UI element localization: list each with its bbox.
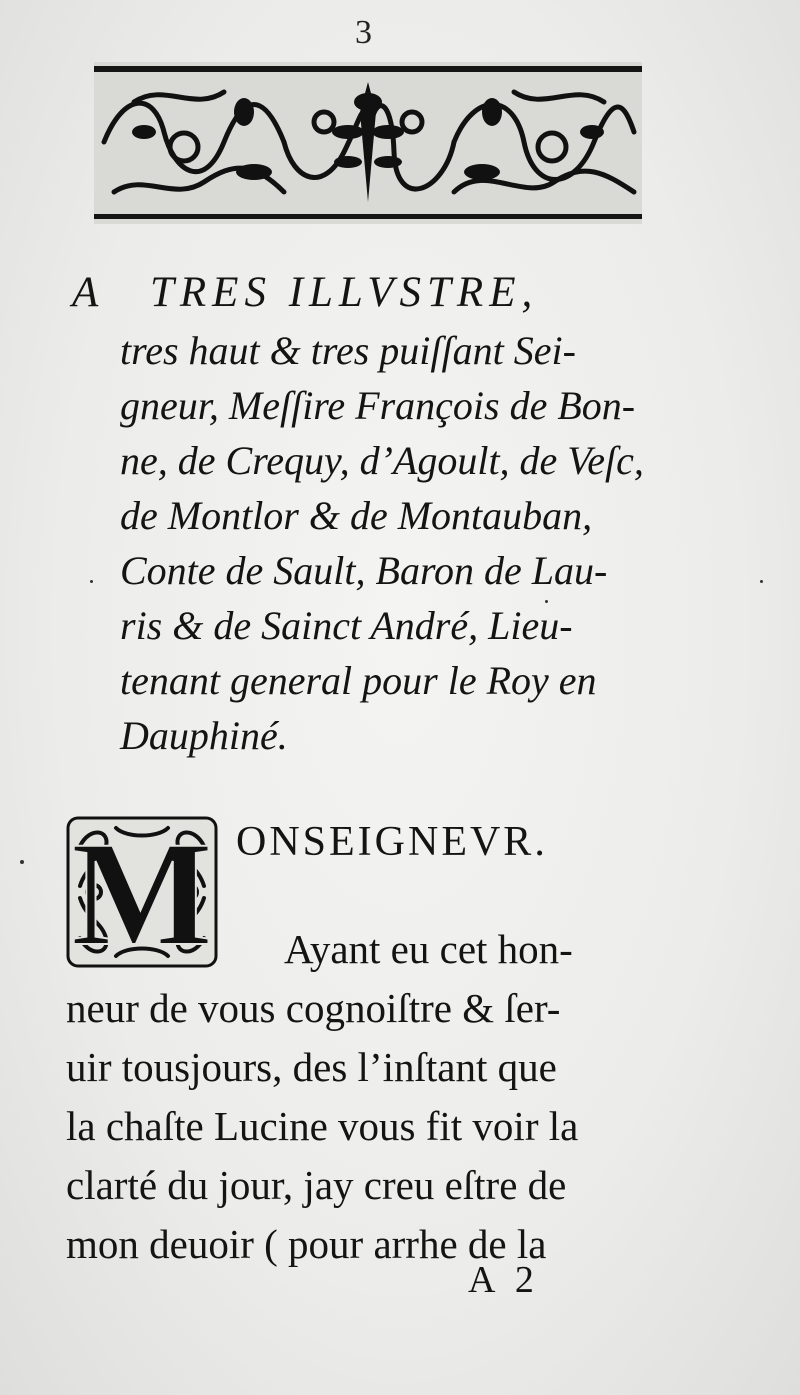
body-line: uir tousjours, des l’inſtant que: [66, 1044, 557, 1090]
dropcap-letter: M: [71, 816, 213, 968]
body-line: la chaſte Lucine vous fit voir la: [66, 1103, 579, 1149]
dedication-block: [72, 268, 672, 763]
body-line: Ayant eu cet hon-: [284, 926, 573, 972]
salutation-text: ONSEIGNEVR.: [236, 819, 548, 865]
dedication-line: de Montlor & de Montauban,: [120, 493, 593, 538]
ink-speck: [760, 580, 763, 583]
dedication-line: tenant general pour le Roy en: [120, 658, 597, 703]
ink-speck: [20, 860, 24, 864]
letter-body: [66, 920, 666, 1274]
dedication-line: tres haut & tres puiſſant Sei-: [120, 328, 576, 373]
ink-speck: [545, 600, 548, 603]
dedication-heading-text: TRES ILLVSTRE,: [150, 269, 539, 316]
body-line: neur de vous cognoiſtre & ſer-: [66, 985, 561, 1031]
ornamental-headpiece-icon: [94, 62, 642, 224]
dedication-heading: [72, 268, 672, 317]
dedication-line: ne, de Crequy, d’Agoult, de Veſc,: [120, 438, 644, 483]
page-number: 3: [355, 14, 372, 51]
body-line: clarté du jour, jay creu eſtre de: [66, 1162, 567, 1208]
dedication-line: Dauphiné.: [120, 713, 288, 758]
dedication-initial: A: [72, 269, 105, 316]
dedication-line: ris & de Sainct André, Lieu-: [120, 603, 573, 648]
dedication-line: Conte de Sault, Baron de Lau-: [120, 548, 608, 593]
signature-mark: A 2: [468, 1259, 540, 1301]
body-line: mon deuoir ( pour arrhe de la: [66, 1221, 547, 1267]
ink-speck: [90, 580, 93, 583]
dedication-line: gneur, Meſſire François de Bon-: [120, 383, 636, 428]
